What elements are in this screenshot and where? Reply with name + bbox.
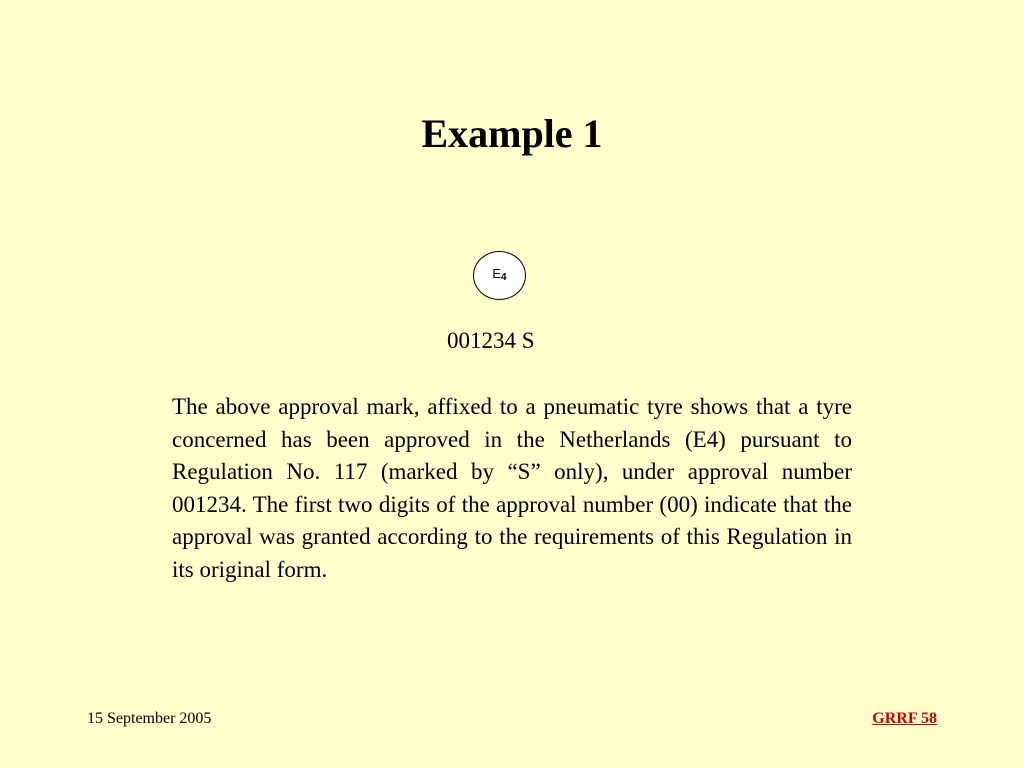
approval-number: 001234 S: [447, 328, 535, 353]
approval-mark-letter: E: [492, 266, 502, 281]
description-paragraph: The above approval mark, affixed to a pneumatic tyre shows that a tyre concerned has been approved in the Netherlands (E4) pursuant to Regulation No. 117 (marked by “S” only), under approval number 001234. The first two digits of the approval number (00) indicate that the approval was granted according to the requirements of this Regulation in its original form.: [172, 394, 852, 582]
approval-mark-text: [474, 266, 525, 284]
slide-title: Example 1: [421, 111, 603, 156]
footer-date: 15 September 2005: [87, 710, 212, 727]
approval-mark-country-number: 4: [501, 272, 507, 283]
footer-reference-link[interactable]: GRRF 58: [872, 710, 937, 727]
approval-mark-circle: [473, 251, 526, 300]
